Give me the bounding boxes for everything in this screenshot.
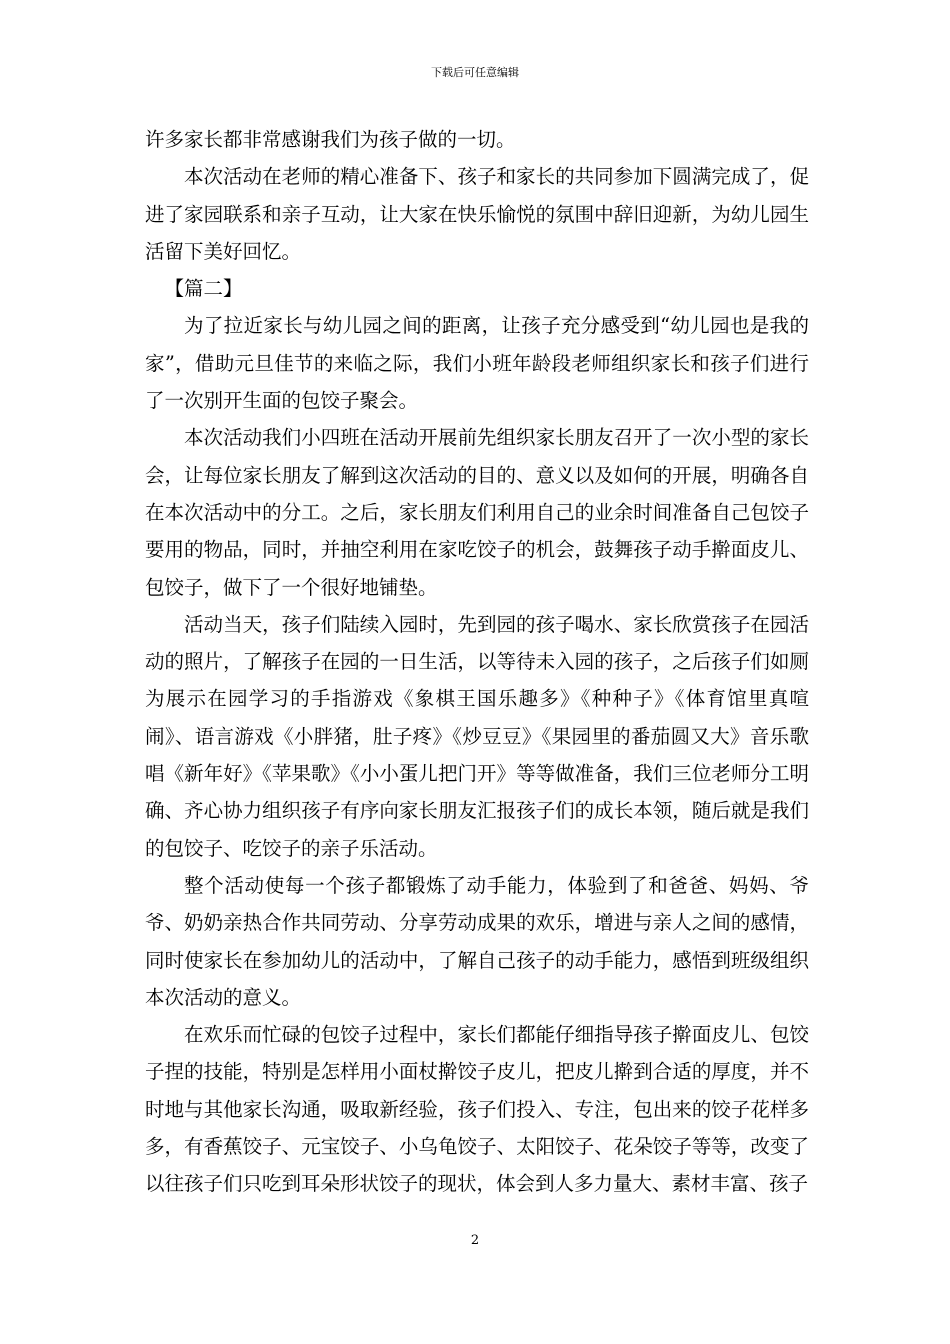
paragraph-process: 在欢乐而忙碌的包饺子过程中，家长们都能仔细指导孩子擀面皮儿、包饺子捏的技能，特别是怎样用小面杖擀饺子皮儿，把皮儿擀到合适的厚度，并不时地与其他家长沟通，吸取新经验，孩子们投入、专注，包出来的饺子花样多多，有香蕉饺子、元宝饺子、小乌龟饺子、太阳饺子、花朵饺子等等，改变了以往孩子们只吃到耳朵形状饺子的现状，体会到人多力量大、素材丰富、孩子 (145, 1023, 809, 1196)
document-body (145, 121, 809, 1203)
paragraph-continuation: 许多家长都非常感谢我们为孩子做的一切。 (145, 128, 516, 151)
page-number: 2 (470, 1233, 480, 1248)
paragraph-benefits: 整个活动使每一个孩子都锻炼了动手能力，体验到了和爸爸、妈妈、爷爷、奶奶亲热合作共同劳动、分享劳动成果的欢乐，增进与亲人之间的感情，同时使家长在参加幼儿的活动中，了解自己孩子的动手能力，感悟到班级组织本次活动的意义。 (145, 873, 809, 1009)
paragraph-intro: 为了拉近家长与幼儿园之间的距离，让孩子充分感受到“幼儿园也是我的家”，借助元旦佳节的来临之际，我们小班年龄段老师组织家长和孩子们进行了一次别开生面的包饺子聚会。 (145, 314, 809, 413)
paragraph-summary: 本次活动在老师的精心准备下、孩子和家长的共同参加下圆满完成了，促进了家园联系和亲子互动，让大家在快乐愉悦的氛围中辞旧迎新，为幼儿园生活留下美好回忆。 (145, 165, 809, 263)
paragraph-activity-day: 活动当天，孩子们陆续入园时，先到园的孩子喝水、家长欣赏孩子在园活动的照片，了解孩子在园的一日生活，以等待未入园的孩子，之后孩子们如厕为展示在园学习的手指游戏《象棋王国乐趣多》《种种子》《体育馆里真喧闹》、语言游戏《小胖猪，肚子疼》《炒豆豆》《果园里的番茄圆又大》音乐歌唱《新年好》《苹果歌》《小小蛋儿把门开》等等做准备，我们三位老师分工明确、齐心协力组织孩子有序向家长朋友汇报孩子们的成长本领，随后就是我们的包饺子、吃饺子的亲子乐活动。 (145, 612, 809, 860)
page-header: 下载后可任意编辑 (431, 66, 519, 79)
paragraph-preparation: 本次活动我们小四班在活动开展前先组织家长朋友召开了一次小型的家长会，让每位家长朋友了解到这次活动的目的、意义以及如何的开展，明确各自在本次活动中的分工。之后，家长朋友们利用自己的业余时间准备自己包饺子要用的物品，同时，并抽空利用在家吃饺子的机会，鼓舞孩子动手擀面皮儿、包饺子，做下了一个很好地铺垫。 (145, 426, 809, 599)
section-heading: 【篇二】 (164, 277, 243, 301)
